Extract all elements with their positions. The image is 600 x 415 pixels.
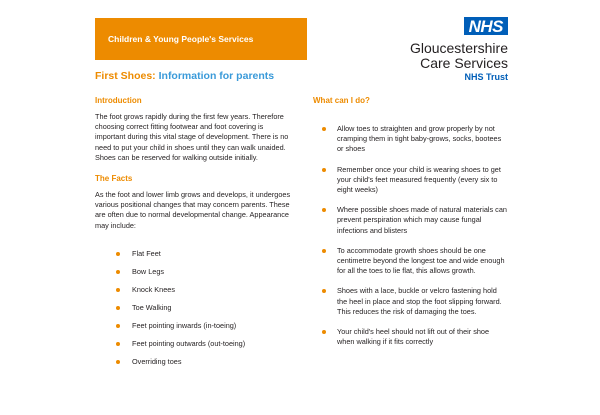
list-item: Overriding toes	[95, 357, 295, 375]
bullet-icon	[322, 330, 326, 334]
nhs-logo-block	[368, 17, 508, 82]
list-item: Allow toes to straighten and grow properly by not cramping them in tight baby-grows, socks, bootees or shoes	[313, 124, 508, 155]
bullet-icon	[116, 324, 120, 328]
nhs-logo: NHS	[464, 17, 508, 35]
intro-text: The foot grows rapidly during the first few years. Therefore choosing correct fitting footwear and foot covering is important during this vital stage of development. There is no need to put your child in shoes until they can walk unaided. Shoes can be reserved for walking outside initially.	[95, 112, 289, 162]
list-item: Feet pointing inwards (in-toeing)	[95, 321, 295, 339]
list-item: Your child's heel should not lift out of their shoe when walking if it fits correctly	[313, 327, 508, 347]
list-item: Shoes with a lace, buckle or velcro fastening hold the heel in place and stop the foot slipping forward. This reduces the risk of damaging the toes.	[313, 286, 508, 317]
right-column	[313, 96, 508, 357]
list-item: Where possible shoes made of natural materials can prevent perspiration which may cause fungal infections and blisters	[313, 205, 508, 236]
trust-label: NHS Trust	[464, 72, 508, 82]
bullet-icon	[116, 270, 120, 274]
left-column	[95, 96, 295, 375]
page-title	[95, 70, 274, 82]
bullet-icon	[116, 342, 120, 346]
title-prefix: First Shoes:	[95, 70, 156, 82]
org-name-line2: Care Services	[420, 55, 508, 71]
facts-text: As the foot and lower limb grows and develops, it undergoes various positional changes that may concern parents. These are often due to normal developmental change. Appearance may include:	[95, 190, 291, 230]
list-item: Knock Knees	[95, 285, 295, 303]
appearance-list	[95, 249, 295, 375]
bullet-icon	[322, 249, 326, 253]
bullet-icon	[322, 208, 326, 212]
bullet-icon	[116, 306, 120, 310]
header-band	[95, 18, 307, 60]
list-item: Feet pointing outwards (out-toeing)	[95, 339, 295, 357]
bullet-icon	[322, 289, 326, 293]
what-can-i-do-heading: What can I do?	[313, 96, 370, 105]
bullet-icon	[116, 252, 120, 256]
facts-heading: The Facts	[95, 174, 133, 184]
bullet-icon	[116, 360, 120, 364]
list-item: To accommodate growth shoes should be one centimetre beyond the longest toe and wide enough for all the toes to lie flat, this allows growth.	[313, 246, 508, 277]
list-item: Bow Legs	[95, 267, 295, 285]
org-name-line1: Gloucestershire	[409, 40, 508, 56]
title-suffix: Information for parents	[158, 70, 275, 82]
service-name: Children & Young People's Services	[108, 34, 254, 44]
bullet-icon	[116, 288, 120, 292]
bullet-icon	[322, 168, 326, 172]
list-item: Toe Walking	[95, 303, 295, 321]
advice-list	[313, 124, 508, 347]
list-item: Remember once your child is wearing shoes to get your child's feet measured frequently (every six to eight weeks)	[313, 165, 508, 196]
list-item: Flat Feet	[95, 249, 295, 267]
bullet-icon	[322, 127, 326, 131]
intro-heading: Introduction	[95, 96, 142, 105]
